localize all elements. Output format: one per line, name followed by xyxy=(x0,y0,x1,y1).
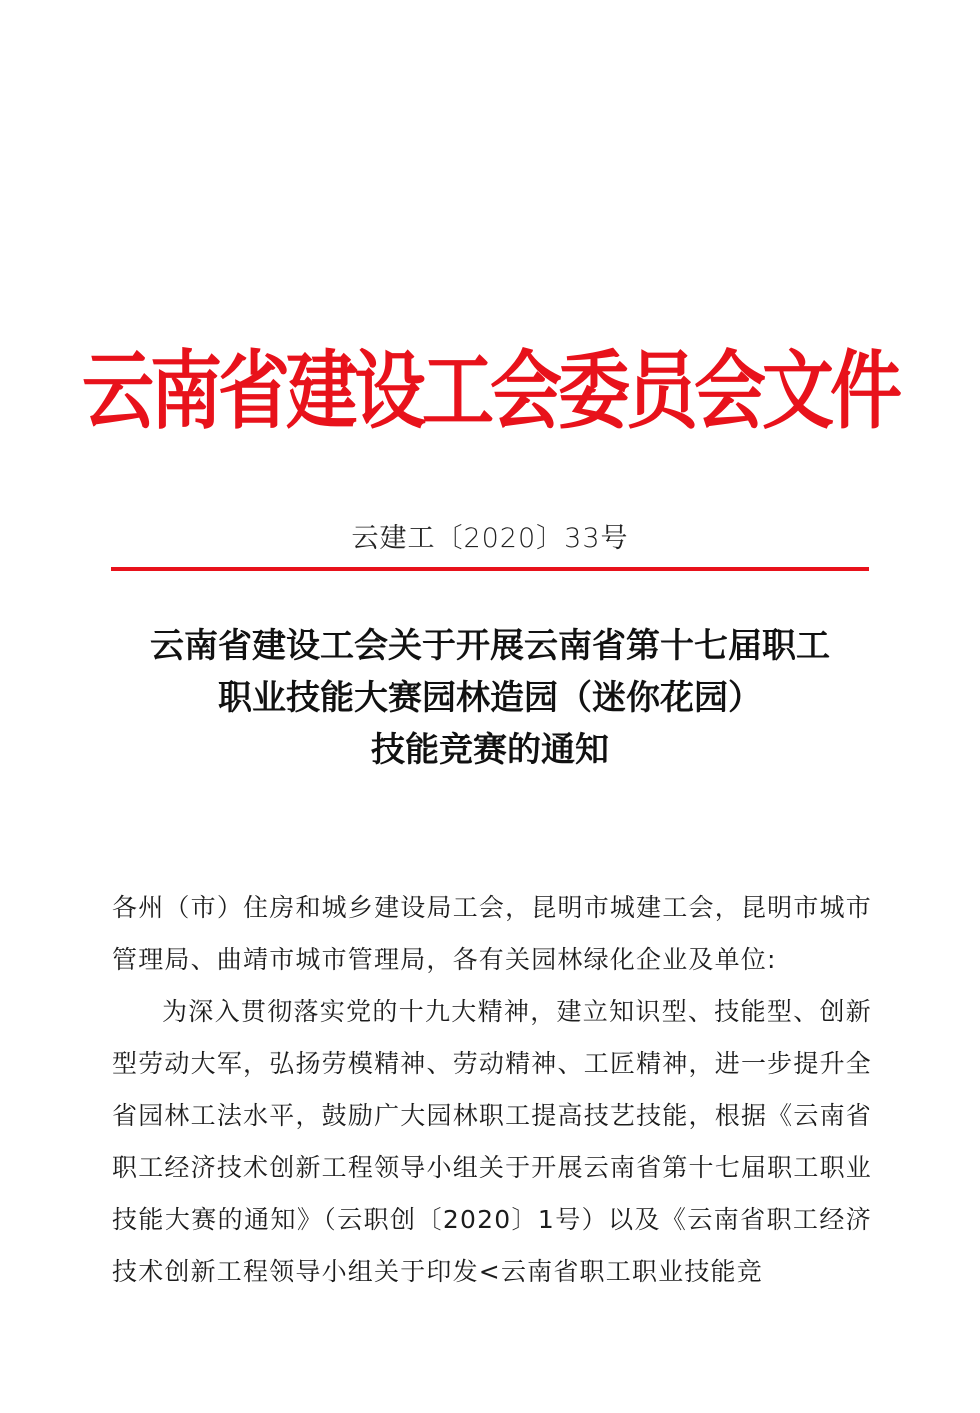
red-divider-line xyxy=(111,567,869,571)
document-title-line-3: 技能竞赛的通知 xyxy=(371,730,609,770)
document-title xyxy=(90,620,890,776)
salutation: 各州（市）住房和城乡建设局工会，昆明市城建工会，昆明市城市管理局、曲靖市城市管理局，各有关园林绿化企业及单位: xyxy=(112,893,872,974)
document-number: 云建工〔2020〕33号 xyxy=(351,523,629,554)
document-title-line-1: 云南省建设工会关于开展云南省第十七届职工 xyxy=(150,626,830,666)
document-title-line-2: 职业技能大赛园林造园（迷你花园） xyxy=(218,678,762,718)
document-body xyxy=(112,882,872,1298)
issuer-header: 云南省建设工会委员会文件 xyxy=(81,340,898,441)
body-paragraph-1: 为深入贯彻落实党的十九大精神，建立知识型、技能型、创新型劳动大军，弘扬劳模精神、劳动精神、工匠精神，进一步提升全省园林工法水平，鼓励广大园林职工提高技艺技能，根据《云南省职工经济技术创新工程领导小组关于开展云南省第十七届职工职业技能大赛的通知》（云职创〔2020〕1号）以及《云南省职工经济技术创新工程领导小组关于印发<云南省职工职业技能竞 xyxy=(112,997,872,1286)
